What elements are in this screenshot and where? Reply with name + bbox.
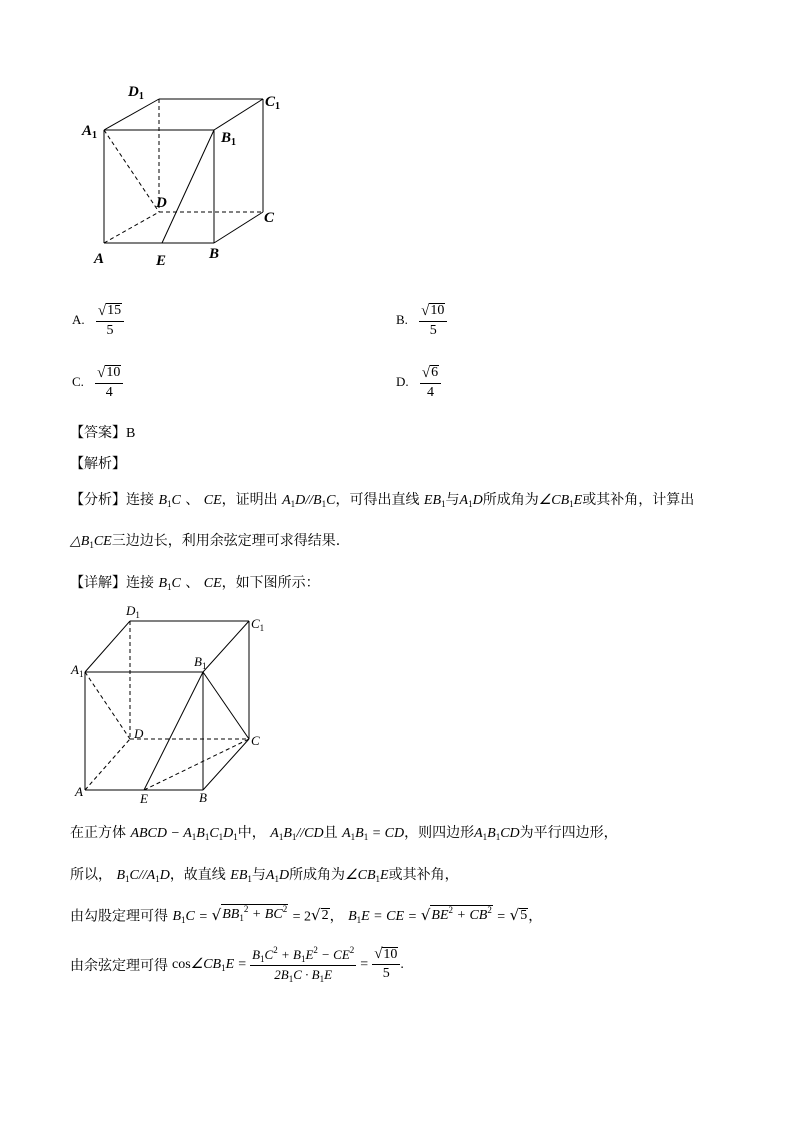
step2-line: 所以， $B_1C//A_1D$，故直线 $EB_1$与$A_1D$所成角为$\angle CB_1E$或其补角， (70, 867, 459, 884)
segment-b1-c (203, 672, 249, 739)
edge-b1-c1 (214, 99, 263, 130)
fenxi-line-1: 【分析】连接 $B_1C$ 、 CE，证明出 $A_1D//B_1C$，可得出直线 $EB_1$与$A_1D$所成角为$\angle CB_1E$或其补角，计算出 (70, 492, 695, 509)
segment-e-b1 (144, 672, 203, 790)
edge-b-c (214, 212, 263, 243)
edge-a-d-hidden (85, 739, 130, 790)
edge-b1-c1 (203, 621, 249, 672)
answer-line: 【答案】B (70, 425, 136, 441)
option-a[interactable]: A. √ 15 5 (72, 303, 124, 339)
step3-line: 由勾股定理可得 $B_1C$ = √ $BB_1^2 + BC^2$ = 2 √ 2 ， $B_1E$ = CE = √ $BE^2 + CB^2$ = √ 5 ， (70, 904, 543, 926)
label-c1: $C_1$ (251, 616, 265, 633)
cube-figure-detail (70, 600, 280, 810)
step1-line: 在正方体 ABCD − $A_1B_1C_1D_1$中， $A_1B_1//CD$且 $A_1B_1$ = CD，则四边形$A_1B_1CD$为平行四边形， (70, 825, 618, 842)
label-e: E (140, 791, 148, 806)
option-d[interactable]: D. √ 6 4 (396, 365, 441, 401)
xiangjie-line: 【详解】连接 $B_1C$ 、 CE，如下图所示： (70, 575, 320, 592)
edge-a1-d1 (104, 99, 159, 130)
label-b1: $B_1$ (194, 654, 207, 671)
label-a: A (75, 784, 83, 799)
label-c: C (264, 210, 275, 226)
option-c-fraction: √ 10 4 (95, 365, 123, 401)
label-a1: $A_1$ (71, 662, 84, 679)
cosine-fraction: $\frac{B_1C^2 + B_1E^2 - CE^2}{2B_1C \cdot B_1E}$ (252, 945, 355, 984)
label-e: E (156, 253, 167, 269)
edge-b-c (203, 739, 249, 790)
label-c1: $C_1$ (265, 94, 281, 112)
edge-a1-d1 (85, 621, 130, 672)
segment-e-b1 (162, 130, 214, 243)
segment-e-c-hidden (144, 739, 249, 790)
option-a-fraction: √ 15 5 (96, 303, 124, 339)
analysis-heading: 【解析】 (70, 456, 126, 472)
segment-a1-d-hidden (104, 130, 159, 212)
label-d1: $D_1$ (126, 603, 140, 620)
label-c: C (251, 733, 260, 748)
edge-a-d-hidden (104, 212, 159, 243)
option-b-fraction: √ 10 5 (419, 303, 447, 339)
label-a: A (94, 251, 105, 267)
segment-a1-d-hidden (85, 672, 130, 739)
label-d: D (134, 726, 144, 741)
label-a1: $A_1$ (82, 123, 98, 141)
label-d1: $D_1$ (128, 84, 144, 102)
option-b[interactable]: B. √ 10 5 (396, 303, 447, 339)
fenxi-line-2: $\triangle B_1CE$三边边长，利用余弦定理可求得结果. (70, 533, 341, 550)
cosine-result: √ 10 5 (372, 947, 400, 983)
option-c[interactable]: C. √ 10 4 (72, 365, 123, 401)
step4-line: 由余弦定理可得 cos $\angle CB_1E$ = $\frac{B_1C^2 + B_1E^2 - CE^2}{2B_1C \cdot B_1E}$ = √ 10 5 . (70, 945, 404, 984)
cube-figure-top (70, 70, 300, 280)
option-d-fraction: √ 6 4 (420, 365, 441, 401)
label-b1: $B_1$ (221, 130, 237, 148)
label-d: D (156, 195, 167, 211)
label-b: B (209, 246, 220, 262)
label-b: B (199, 790, 207, 805)
